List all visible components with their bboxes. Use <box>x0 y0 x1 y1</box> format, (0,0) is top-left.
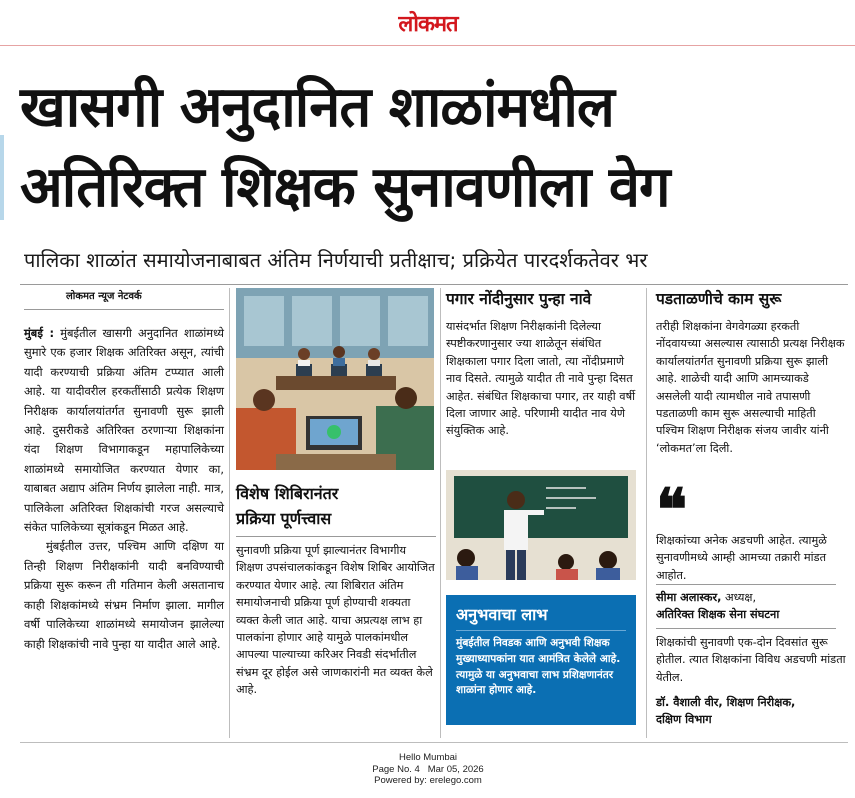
quote-mark-icon: ❝ <box>656 476 688 544</box>
subheadline: पालिका शाळांत समायोजनाबाबत अंतिम निर्णयाची प्रतीक्षाच; प्रक्रियेत पारदर्शकतेवर भर <box>24 248 648 272</box>
quote-2-name: डॉ. वैशाली वीर, <box>656 696 723 709</box>
classroom-image[interactable] <box>446 470 636 580</box>
column-4-body: तरीही शिक्षकांना वेगवेगळ्या हरकती नोंदवायच्या असल्यास त्यासाठी प्रत्यक्ष निरीक्षक कार्यालयांतर्गत सुनावणी प्रक्रिया सुरू झाली आहे. शाळेची यादी आणि आमच्याकडे असलेली यादी त्यामधील नावे तपासणी पडताळणी काम सुरू असल्याची माहिती पश्चिम शिक्षण निरीक्षक संजय जावीर यांनी ‘लोकमत’ला दिली. <box>656 320 845 455</box>
section-heading-camp <box>236 481 436 531</box>
column-divider-3 <box>646 288 647 738</box>
section-rule <box>236 536 436 537</box>
column-divider-2 <box>440 288 441 738</box>
office-illustration <box>236 288 434 470</box>
footer-date: Mar 05, 2026 <box>427 763 484 775</box>
margin-accent <box>0 135 4 220</box>
bottom-divider <box>20 742 848 743</box>
classroom-illustration <box>446 470 636 580</box>
info-box-text: मुंबईतील निवडक आणि अनुभवी शिक्षक मुख्याध्यापकांना यात आमंत्रित केलेले आहे. त्यामुळे या अनुभवाचा लाभ प्रशिक्षणानंतर शाळांना होणार आहे. <box>456 637 621 697</box>
article-column-1 <box>24 288 224 654</box>
column-3-heading: पगार नोंदीनुसार पुन्हा नावे <box>446 290 592 308</box>
masthead <box>0 0 855 46</box>
paragraph-1 <box>24 324 224 537</box>
headline-line-2: अतिरिक्त शिक्षक सुनावणीला वेग <box>20 155 670 220</box>
quote-1-name: सीमा अलास्कर, <box>656 591 722 604</box>
quote-2-divider <box>656 628 836 629</box>
footer-page-date <box>338 764 518 776</box>
column-divider-1 <box>229 288 230 738</box>
footer-page: Page No. 4 <box>372 763 420 775</box>
quote-2-role-b: दक्षिण विभाग <box>656 713 712 727</box>
headline-line-1: खासगी अनुदानित शाळांमधील <box>20 75 614 140</box>
hearing-office-image[interactable] <box>236 288 434 470</box>
column-2-body: सुनावणी प्रक्रिया पूर्ण झाल्यानंतर विभागीय शिक्षण उपसंचालकांकडून विशेष शिबिर आयोजित करण्यात येणार आहे. त्या शिबिरात अंतिम समायोजनाची प्रक्रिया पूर्ण होण्याची शक्यता व्यक्त केली जात आहे. याचा अप्रत्यक्ष लाभ हा पालकांना होणार आहे यामुळे पालकांमधील आपल्या पाल्याच्या करिअर निवडी संदर्भातील संभ्रम दूर होईल असे जाणकारांनी मत व्यक्त केले आहे. <box>236 544 435 697</box>
quote-1-role-a: अध्यक्ष, <box>721 591 757 604</box>
section-heading-line-1: विशेष शिबिरानंतर <box>236 484 339 503</box>
quote-1-divider <box>656 584 836 585</box>
main-headline <box>20 68 850 228</box>
dateline: मुंबई : <box>24 326 55 340</box>
quote-1-text: शिक्षकांच्या अनेक अडचणी आहेत. त्यामुळे सुनावणीमध्ये आम्ही आमच्या तक्रारी मांडत आहोत. <box>656 534 827 582</box>
footer-edition: Hello Mumbai <box>398 752 458 763</box>
column-4-heading: पडताळणीचे काम सुरू <box>656 290 782 308</box>
page-footer <box>338 752 518 787</box>
quote-2-attribution <box>656 694 846 729</box>
paragraph-1-text: मुंबईतील खासगी अनुदानित शाळांमध्ये सुमारे एक हजार शिक्षक अतिरिक्त असून, त्यांची यादी करण्याची प्रक्रिया अंतिम टप्प्यात आली आहे. या यादीवरील हरकतींसाठी प्रत्येक शिक्षण निरीक्षक कार्यालयांतर्गत सुनावणी सुरू झाली आहे. दुसरीकडे अतिरिक्त ठरणाऱ्या शिक्षकांना यंदा शिक्षण विभागाकडून महापालिकेच्या शाळांमध्ये समायोजित करण्यात येणार का, याबाबत अद्याप अंतिम निर्णय झालेला नाही. मात्र, पालिकेला अतिरिक्त शिक्षकांची गरज असल्याचे संकेत पालिकेच्या सूत्रांकडून मिळत आहे. <box>24 326 225 535</box>
quote-1-role-b: अतिरिक्त शिक्षक सेना संघटना <box>656 608 780 622</box>
quote-2-text: शिक्षकांची सुनावणी एक-दोन दिवसांत सुरू होतील. त्यात शिक्षकांना विविध अडचणी मांडता येतील. <box>656 636 846 684</box>
info-box-title: अनुभवाचा लाभ <box>456 603 626 631</box>
footer-powered[interactable]: Powered by: erelego.com <box>374 775 482 786</box>
column-3-body: यासंदर्भात शिक्षण निरीक्षकांनी दिलेल्या स्पष्टीकरणानुसार ज्या शाळेतून संबंधित शिक्षकाला पगार दिला जातो, त्या नोंदीप्रमाणे नाव दिसते. त्यामुळे यादीत ती नावे पुन्हा दिसत आहेत. संबंधित शिक्षकाचा पगार, तर याही वर्षी दिला जाणार आहे. परिणामी यादीत नाव येणे संयुक्तिक आहे. <box>446 320 636 438</box>
top-divider <box>20 284 848 285</box>
quote-1-attribution <box>656 589 846 624</box>
lokmat-logo[interactable]: लोकमत <box>398 11 458 37</box>
info-box-experience <box>446 595 636 725</box>
byline: लोकमत न्यूज नेटवर्क <box>24 288 224 310</box>
column-1-body <box>24 324 224 654</box>
section-heading-line-2: प्रक्रिया पूर्णत्त्वास <box>236 509 332 528</box>
paragraph-2: मुंबईतील उत्तर, पश्चिम आणि दक्षिण या तिन्ही शिक्षण निरीक्षकांनी यादी बनविण्याची प्रक्रिया सुरू करून ती गतिमान केली असतानाच काही शिक्षकांमध्ये संभ्रम निर्माण झाला. मागील वर्षी पालिकेच्या शाळांमध्ये समायोजन झालेल्या काही शिक्षकांची नावे पुन्हा या यादीत आले आहे. <box>24 539 224 651</box>
quote-2-role-a: शिक्षण निरीक्षक, <box>722 696 796 709</box>
